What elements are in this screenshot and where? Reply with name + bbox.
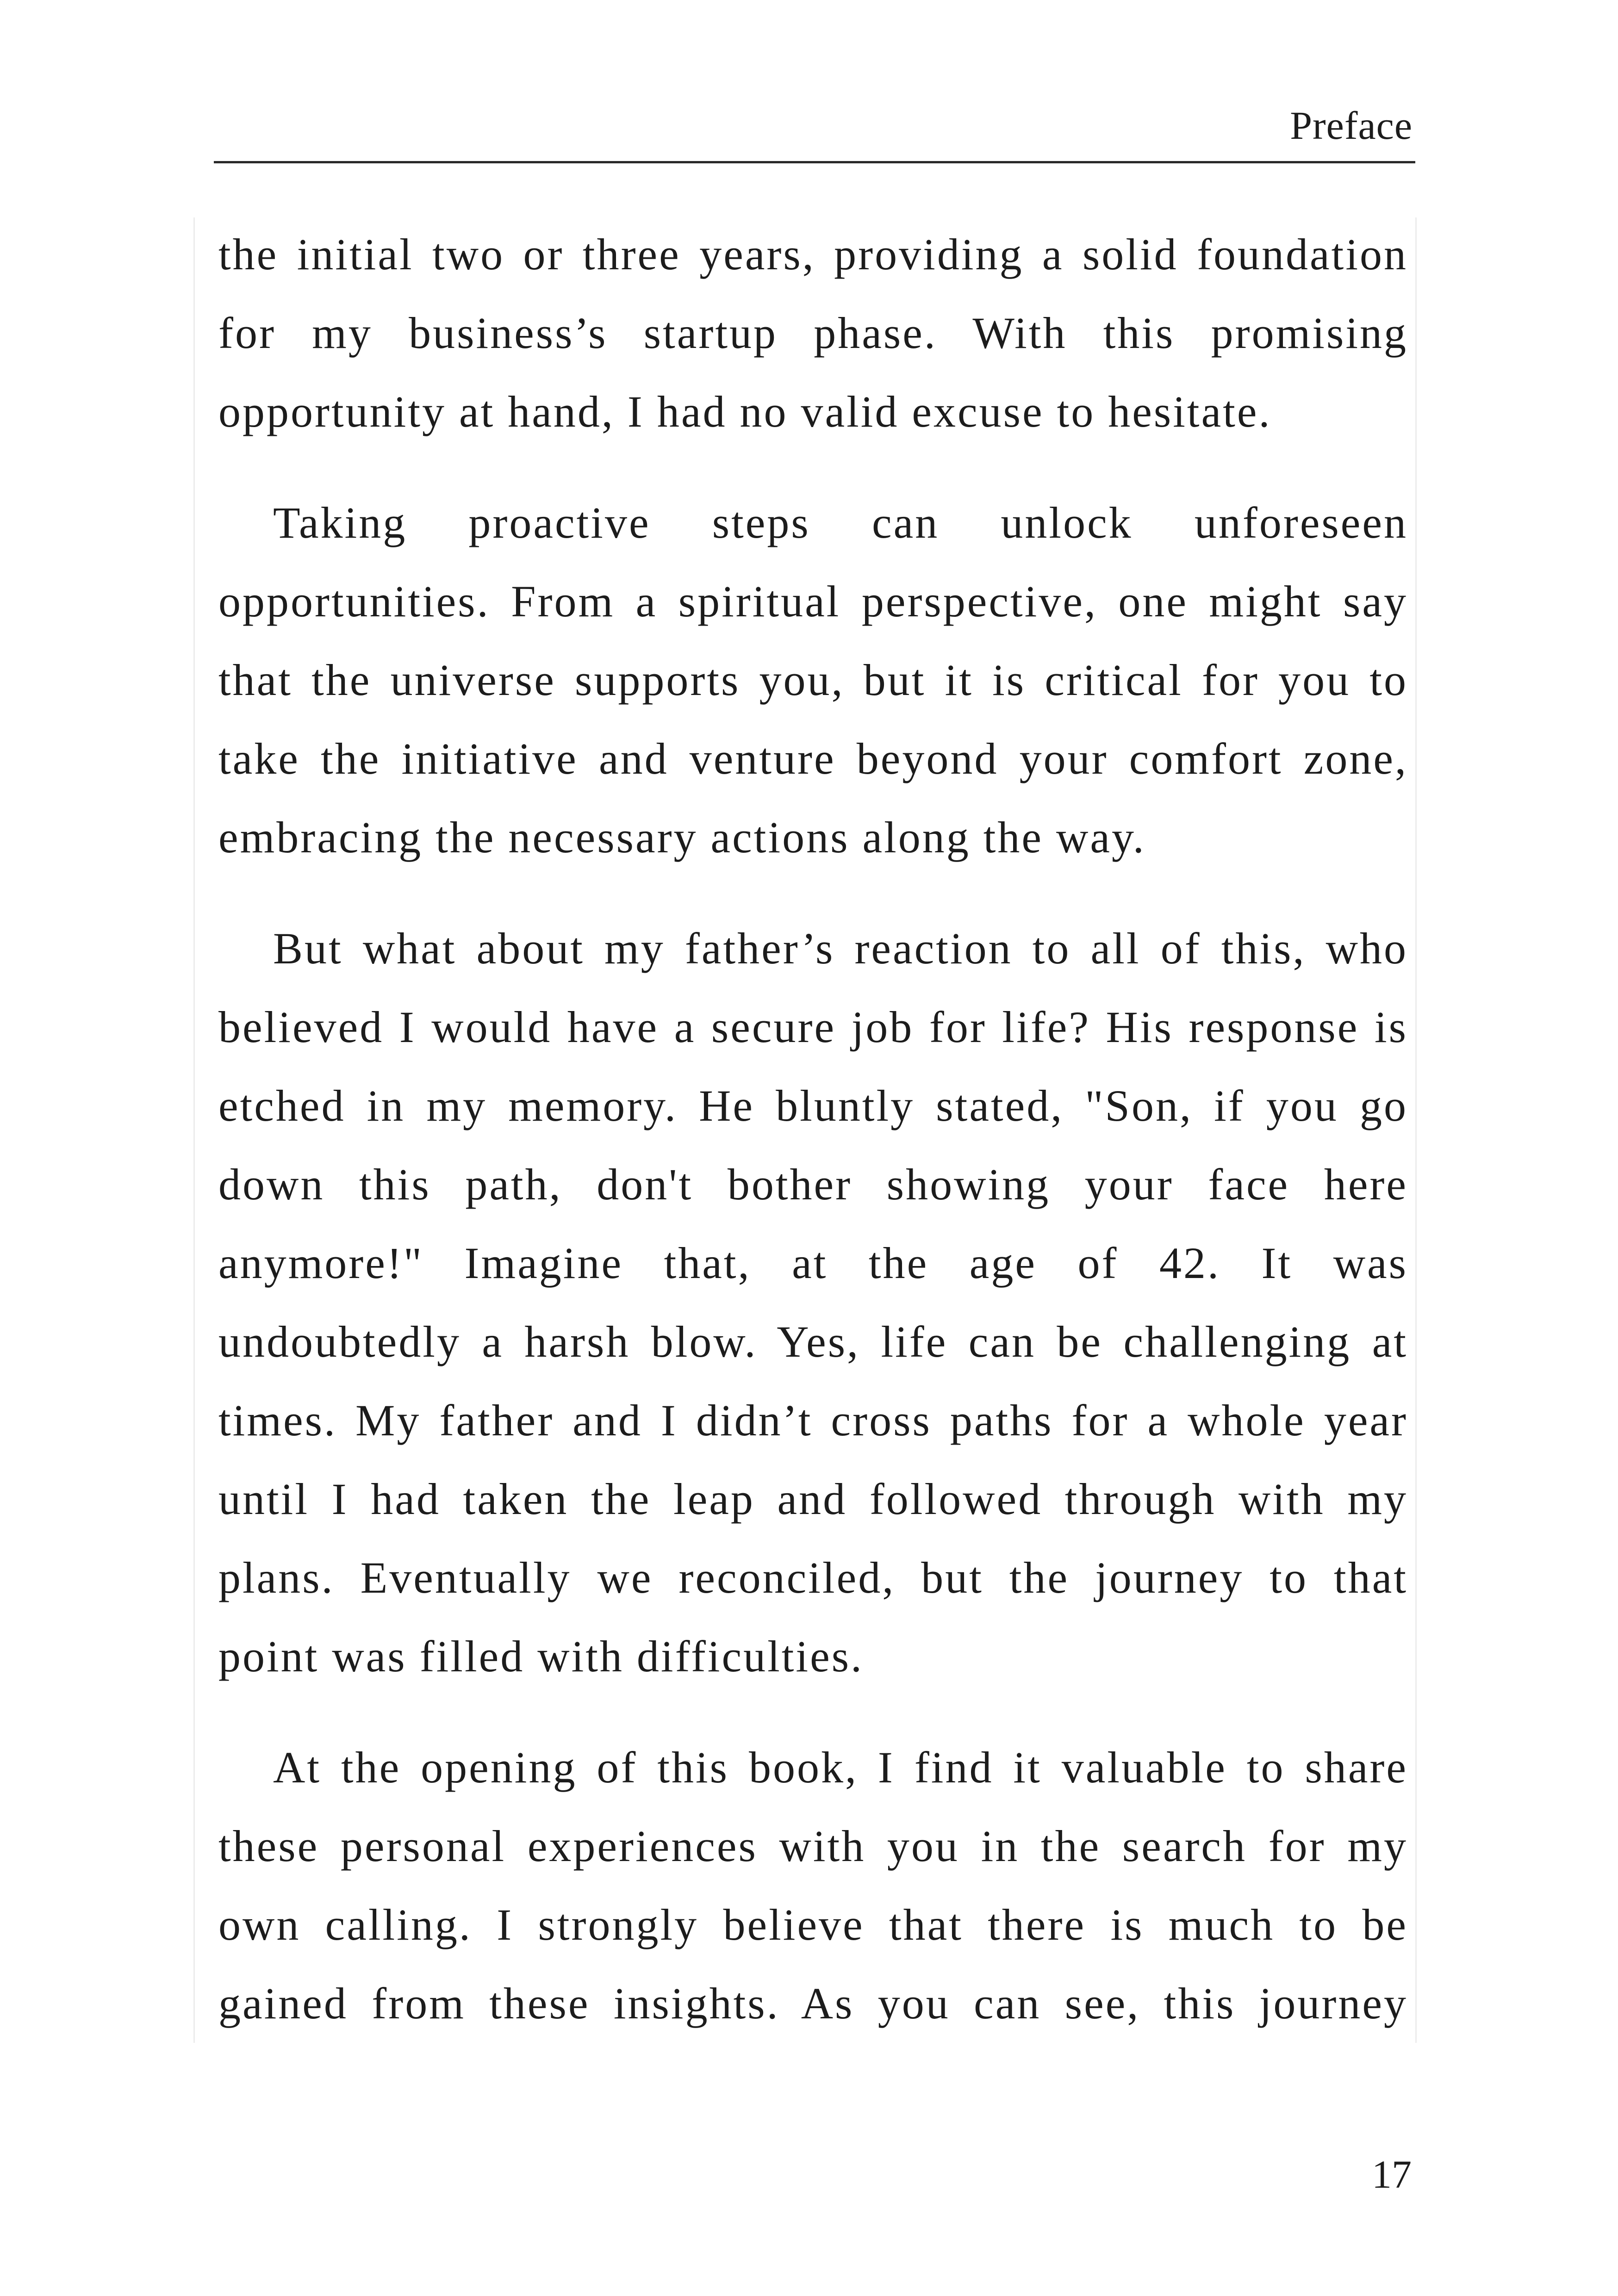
- paragraph-4: At the opening of this book, I find it valuable to share these personal experiences with you in the search for my own calling. I strongly believe that there is much to be gained from these insights. As you can see, this journey: [218, 1743, 1408, 2028]
- body-text: [218, 215, 1408, 2075]
- text-frame-right-edge: [1415, 217, 1417, 2043]
- paragraph-2: Taking proactive steps can unlock unforeseen opportunities. From a spiritual perspective, one might say that the universe supports you, but it is critical for you to take the initiative and venture beyond your comfort zone, embracing the necessary actions along the way.: [218, 498, 1408, 862]
- page-number: 17: [1372, 2152, 1412, 2197]
- running-header: Preface: [1290, 103, 1413, 148]
- paragraph-1: the initial two or three years, providing a solid foundation for my business’s startup phase. With this promising opportunity at hand, I had no valid excuse to hesitate.: [218, 230, 1408, 436]
- text-frame-left-edge: [193, 217, 195, 2043]
- paragraph-3: But what about my father’s reaction to all of this, who believed I would have a secure job for life? His response is etched in my memory. He bluntly stated, "Son, if you go down this path, don't bother showing your face here anymore!" Imagine that, at the age of 42. It was undoubtedly a harsh blow. Yes, life can be challenging at times. My father and I didn’t cross paths for a whole year until I had taken the leap and followed through with my plans. Eventually we reconciled, but the journey to that point was filled with difficulties.: [218, 924, 1408, 1681]
- header-rule: [214, 161, 1415, 163]
